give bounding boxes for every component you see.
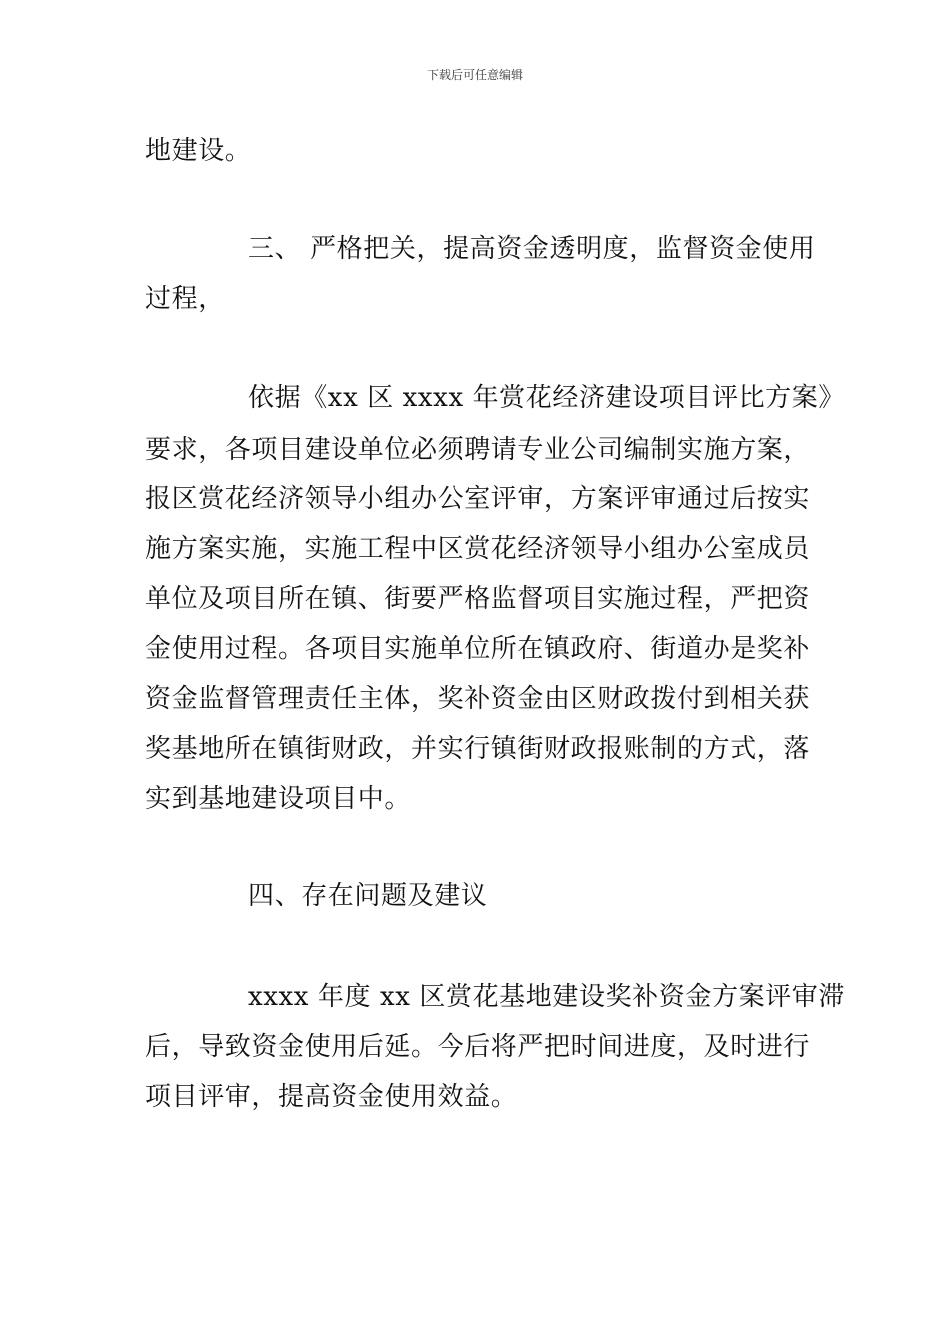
text-line: 项目评审，提高资金使用效益。 [145, 1082, 518, 1112]
section-heading: 四、存在问题及建议 [248, 881, 488, 911]
text-line: 依据《xx 区 xxxx 年赏花经济建设项目评比方案》 [248, 383, 845, 413]
text-line: 要求，各项目建设单位必须聘请专业公司编制实施方案， [145, 435, 811, 465]
text-line: 金使用过程。各项目实施单位所在镇政府、街道办是奖补 [145, 634, 811, 664]
section-heading: 三、 严格把关，提高资金透明度，监督资金使用 [248, 234, 816, 264]
page-header: 下载后可任意编辑 [426, 68, 523, 82]
text-line: 实到基地建设项目中。 [145, 784, 412, 814]
text-line: 资金监督管理责任主体，奖补资金由区财政拨付到相关获 [145, 684, 811, 714]
text-line: 后，导致资金使用后延。今后将严把时间进度，及时进行 [145, 1032, 811, 1062]
text-line: 地建设。 [145, 136, 252, 166]
text-line: 施方案实施，实施工程中区赏花经济领导小组办公室成员 [145, 534, 811, 564]
text-line: xxxx 年度 xx 区赏花基地建设奖补资金方案评审滞 [248, 982, 845, 1012]
text-line: 报区赏花经济领导小组办公室评审，方案评审通过后按实 [145, 484, 811, 514]
text-line: 单位及项目所在镇、街要严格监督项目实施过程，严把资 [145, 584, 811, 614]
text-line: 过程， [145, 284, 225, 314]
text-line: 奖基地所在镇街财政，并实行镇街财政报账制的方式，落 [145, 734, 811, 764]
